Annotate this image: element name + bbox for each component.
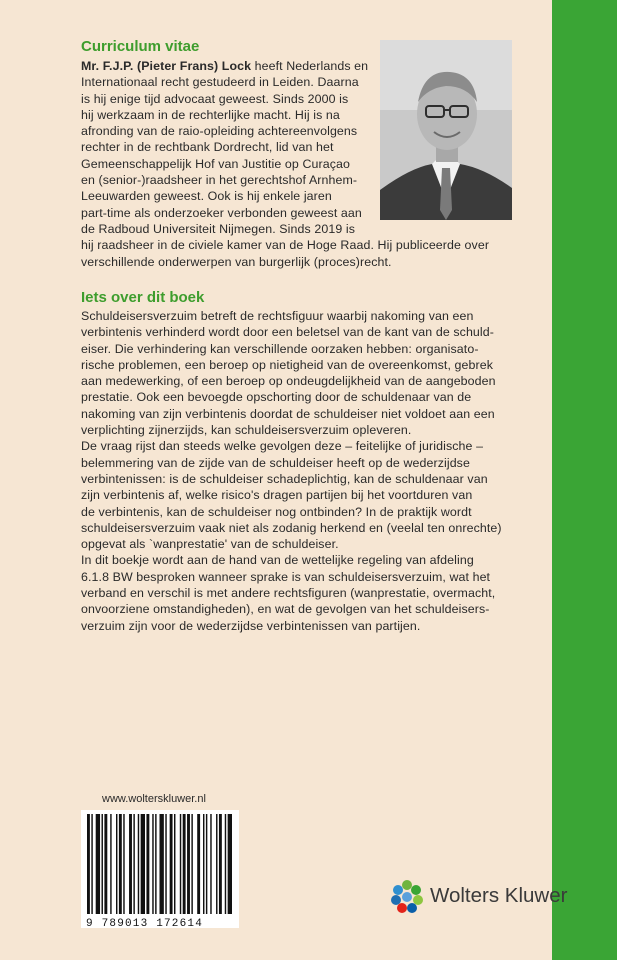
- barcode-bar: [133, 814, 134, 914]
- barcode-bar: [170, 814, 173, 914]
- cv-line-1: Mr. F.J.P. (Pieter Frans) Lock heeft Nederlands en: [81, 59, 369, 73]
- cv-line-4: hij werkzaam in de rechterlijke macht. Hij is na: [81, 107, 340, 122]
- book-paragraph-2: De vraag rijst dan steeds welke gevolgen deze – feitelijke of juridische – belemmering van de zijde van de schuldeiser heeft op de wederzijdse verbintenissen: is de schuldeiser schadeplichtig, kan de schuldenaar van zijn verbintenis af, welke risico's dragen partijen bij het voortduren van de verbintenis, kan de schuldeiser nog ontbinden? In de praktijk wordt schuldeisersverzuim vaak niet als zodanig herkend en (veelal ten onrechte) opgevat als `wanprestatie' van de schuldeiser.: [81, 439, 502, 552]
- barcode-bar: [104, 814, 107, 914]
- barcode-bar: [197, 814, 200, 914]
- cv-line-13: verschillende onderwerpen van burgerlijk (proces)recht.: [81, 254, 392, 269]
- barcode-bar: [116, 814, 117, 914]
- cv-line-5: afronding van de raio-opleiding achtereenvolgens: [81, 124, 358, 139]
- cv-line-2: Internationaal recht gestudeerd in Leiden. Daarna: [81, 75, 359, 90]
- cv-line-12: hij raadsheer in de civiele kamer van de Hoge Raad. Hij publiceerde over: [81, 238, 490, 253]
- barcode-bar: [180, 814, 181, 914]
- book-description: [81, 308, 554, 634]
- barcode-bar: [141, 814, 145, 914]
- barcode-bar: [96, 814, 100, 914]
- barcode-bar: [219, 814, 222, 914]
- cv-line-6: rechter in de rechtbank Dordrecht, lid van het: [81, 140, 334, 155]
- barcode-bar: [216, 814, 217, 914]
- cv-line-3: is hij enige tijd advocaat geweest. Sinds 2000 is: [81, 91, 349, 106]
- cv-line-11: de Radboud Universiteit Nijmegen. Sinds 2019 is: [81, 221, 356, 236]
- barcode-bar: [183, 814, 186, 914]
- cv-body: [81, 58, 561, 270]
- publisher-url: www.wolterskluwer.nl: [102, 793, 206, 805]
- barcode-bar: [191, 814, 192, 914]
- barcode-bar: [91, 814, 92, 914]
- cv-line-8: en (senior-)raadsheer in het gerechtshof Arnhem-: [81, 173, 358, 188]
- cv-heading: Curriculum vitae: [81, 38, 200, 55]
- publisher-name: Wolters Kluwer: [430, 884, 568, 907]
- green-edge-stripe: [552, 0, 617, 960]
- barcode-bar: [206, 814, 207, 914]
- publisher-logo: [390, 876, 610, 916]
- barcode-bar: [187, 814, 190, 914]
- barcode-bar: [160, 814, 164, 914]
- cv-line-10: part-time als onderzoeker verbonden geweest aan: [81, 205, 362, 220]
- barcode-bar: [138, 814, 139, 914]
- book-heading: Iets over dit boek: [81, 289, 205, 306]
- barcode-bar: [203, 814, 204, 914]
- barcode-bar: [87, 814, 90, 914]
- barcode-bar: [225, 814, 226, 914]
- wolters-kluwer-logo-icon: [390, 879, 424, 913]
- barcode-bar: [119, 814, 122, 914]
- cv-line-7: Gemeenschappelijk Hof van Justitie op Curaçao: [81, 156, 350, 171]
- isbn-barcode: [81, 810, 239, 928]
- book-paragraph-1: Schuldeisersverzuim betreft de rechtsfiguur waarbij nakoming van een verbintenis verhinderd wordt door een beletsel van de kant van de schuld- eiser. Die verhindering kan verschillende oorzaken hebben: organisato- rische problemen, een beroep op nietigheid van de overeenkomst, gebrek aan medewerking, of een beroep op ondeugdelijkheid van de aangeboden prestatie. Ook een bevoegde opschorting door de schuldenaar van de nakoming van zijn verbintenis doordat de schuldeiser niet voldoet aan een verplichting zijnerzijds, kan schuldeisersverzuim opleveren.: [81, 309, 496, 438]
- author-name: Mr. F.J.P. (Pieter Frans) Lock: [81, 59, 252, 73]
- barcode-bar: [174, 814, 175, 914]
- barcode-bar: [152, 814, 153, 914]
- barcode-bar: [146, 814, 149, 914]
- barcode-bars: [81, 810, 239, 918]
- barcode-bar: [110, 814, 111, 914]
- book-paragraph-3: In dit boekje wordt aan de hand van de wettelijke regeling van afdeling 6.1.8 BW besproken wanneer sprake is van schuldeisersverzuim, wat het verband en verschil is met andere rechtsfiguren (wanprestatie, overmacht, onvoorziene omstandigheden), en wat de gevolgen van het schuldeisers- verzuim zijn voor de wederzijdse verbintenissen van partijen.: [81, 553, 496, 633]
- barcode-bar: [155, 814, 156, 914]
- barcode-bar: [123, 814, 124, 914]
- barcode-bar: [165, 814, 166, 914]
- barcode-bar: [228, 814, 232, 914]
- barcode-bar: [129, 814, 132, 914]
- cv-line-9: Leeuwarden geweest. Ook is hij enkele jaren: [81, 189, 332, 204]
- barcode-digits: 9 789013 172614: [86, 918, 204, 930]
- barcode-bar: [210, 814, 211, 914]
- barcode-bar: [102, 814, 103, 914]
